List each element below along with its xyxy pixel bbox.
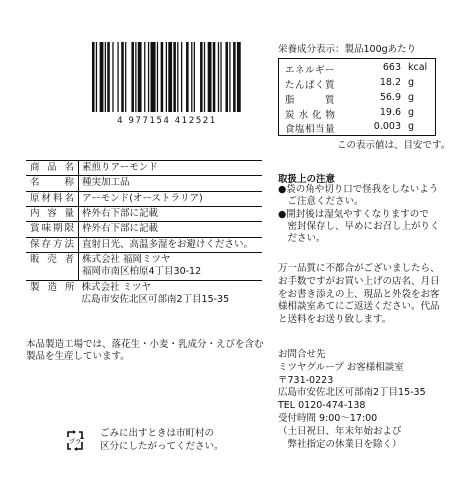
barcode-bar [105, 42, 106, 112]
barcode-bar [181, 42, 182, 112]
contact-address: 広島市安佐北区可部南2丁目15-35 [278, 387, 426, 399]
nutrient-unit: g [408, 92, 415, 103]
spec-value: 枠外右下部に記載 [79, 222, 263, 237]
handling-line: ださい。 [278, 233, 326, 245]
recycle-mark-text: プラ [68, 437, 82, 446]
nutrient-name: 食塩相当量 [285, 124, 336, 135]
contact-heading: お問合せ先 [278, 349, 326, 360]
barcode-bar [161, 42, 164, 112]
nutrient-name: 脂 質 [285, 95, 336, 106]
barcode-bar [168, 42, 172, 112]
barcode-image [92, 42, 242, 112]
barcode-bar [208, 42, 212, 112]
barcode-bar [100, 42, 104, 112]
barcode-bar [138, 42, 142, 112]
quality-notice [278, 263, 440, 327]
barcode-bar [112, 42, 113, 112]
spec-row [26, 280, 262, 307]
barcode-bar [135, 42, 136, 112]
maker-address: 広島市安佐北区可部南2丁目15-35 [81, 294, 230, 306]
spec-label: 製造所 [30, 281, 75, 293]
nutrient-name: エネルギー [285, 65, 336, 76]
barcode-bar [157, 42, 158, 112]
spec-value: 素煎りアーモンド [79, 161, 263, 176]
barcode-bar [92, 42, 95, 112]
barcode-bar [186, 42, 189, 112]
contact-phone: TEL 0120-474-138 [278, 400, 366, 412]
nutrient-value: 0.003 [373, 121, 401, 132]
nutrient-name: 炭 水 化 物 [285, 110, 336, 121]
spec-value: 枠外右下部に記載 [79, 207, 263, 222]
nutrition-row [279, 77, 435, 92]
barcode-bar [204, 42, 205, 112]
spec-label: 内容量 [26, 207, 79, 222]
allergen-note [26, 339, 264, 364]
nutrition-row [279, 92, 435, 107]
allergen-line: 本品製造工場では、落花生・小麦・乳成分・えびを含む [26, 339, 264, 350]
notice-line: と送料をお送り致します。 [278, 314, 392, 326]
spec-row [26, 191, 262, 206]
nutrition-table [278, 58, 436, 136]
spec-value: 直射日光、高温多湿をお避けください。 [79, 237, 263, 252]
barcode-bar [237, 42, 241, 112]
spec-label: 賞味期限 [26, 222, 79, 237]
handling-line: 密封保存し、早めにお召し上がりく [278, 221, 440, 233]
nutrition-row [279, 107, 435, 122]
recycle-line: ごみに出すときは市町村の [100, 428, 215, 439]
barcode-bar [107, 42, 110, 112]
contact-hours-note: 弊社指定の休業日を除く） [278, 438, 402, 450]
spec-row [26, 161, 262, 176]
spec-row [26, 207, 262, 222]
spec-row [26, 222, 262, 237]
barcode-bar [96, 42, 97, 112]
contact-hours: 受付時間 9:00～17:00 [278, 413, 378, 425]
spec-value: 種実加工品 [79, 176, 263, 191]
barcode-bar [191, 42, 192, 112]
spec-value: アーモンド(オーストラリア) [79, 191, 263, 206]
handling-line: ●袋の角や切り口で怪我をしないよう [278, 184, 439, 195]
handling-title: 取扱上の注意 [278, 174, 336, 185]
handling-line: ●開封後は湿気やすくなりますので [278, 208, 429, 220]
seller-name: 株式会社 福岡ミツヤ [82, 254, 171, 266]
nutrient-value: 56.9 [379, 92, 401, 103]
barcode-bar [150, 42, 155, 112]
recycle-line: 区分にしたがってください。 [100, 440, 224, 452]
barcode-bar [144, 42, 145, 112]
barcode-bar [131, 42, 134, 112]
spec-row [26, 237, 262, 252]
barcode-bar [194, 42, 195, 112]
nutrition-row [279, 121, 435, 136]
spec-label: 原材料名 [26, 191, 79, 206]
barcode-bar [200, 42, 203, 112]
nutrient-value: 18.2 [379, 77, 401, 88]
nutrient-unit: g [408, 107, 415, 118]
barcode-bar [233, 42, 236, 112]
barcode-bar [220, 42, 221, 112]
barcode-bar [121, 42, 124, 112]
spec-value [79, 253, 263, 281]
recycle-note [100, 428, 224, 454]
barcode-number: 4 977154 412521 [117, 116, 217, 126]
notice-line: お手数ですがお買い上げの店名、月日 [278, 275, 440, 287]
spec-row [26, 176, 262, 191]
nutrient-unit: kcal [408, 62, 428, 73]
plastic-recycle-icon [64, 428, 86, 454]
notice-line: 万一品質に不都合がございましたら、 [278, 263, 440, 274]
nutrient-unit: g [408, 121, 415, 132]
nutrient-unit: g [408, 77, 415, 88]
spec-label: 保存方法 [26, 237, 79, 252]
barcode-bar [225, 42, 228, 112]
nutrition-note: この表示値は、目安です。 [337, 140, 451, 151]
notice-line: をお書き添えの上、現品と外袋をお客 [278, 288, 440, 300]
contact-hours-note: （土日祝日、年末年始および [278, 425, 402, 437]
nutrient-value: 663 [382, 62, 401, 73]
nutrient-value: 19.6 [379, 107, 401, 118]
barcode-bar [166, 42, 167, 112]
barcode-bar [177, 42, 178, 112]
barcode-bar [125, 42, 126, 112]
seller-address: 福岡市南区柏原4丁目30-12 [82, 266, 202, 278]
spec-label: 販売者 [26, 253, 79, 281]
product-spec-table [26, 160, 262, 307]
barcode-bar [173, 42, 176, 112]
handling-body [278, 184, 440, 246]
contact-info [278, 349, 426, 452]
nutrition-title: 栄養成分表示：製品100gあたり [278, 44, 417, 55]
contact-company: ミツヤグループ お客様相談室 [278, 361, 404, 373]
barcode-bar [117, 42, 118, 112]
barcode-bar [229, 42, 230, 112]
spec-label: 商品名 [26, 161, 79, 176]
maker-name: 株式会社 ミツヤ [81, 281, 152, 293]
contact-postal: 〒731-0223 [278, 374, 334, 386]
spec-value [79, 280, 263, 307]
spec-row [26, 253, 262, 281]
nutrition-row [279, 62, 435, 77]
allergen-line: 製品を生産しています。 [26, 351, 130, 363]
handling-line: ご注意ください。 [278, 196, 364, 208]
spec-label: 名称 [26, 176, 79, 191]
nutrient-name: たんぱく質 [285, 80, 336, 91]
barcode-bar [218, 42, 219, 112]
barcode-bar [148, 42, 149, 112]
notice-line: 様相談室あてにご返送ください。代品 [278, 301, 440, 313]
barcode-bar [213, 42, 216, 112]
